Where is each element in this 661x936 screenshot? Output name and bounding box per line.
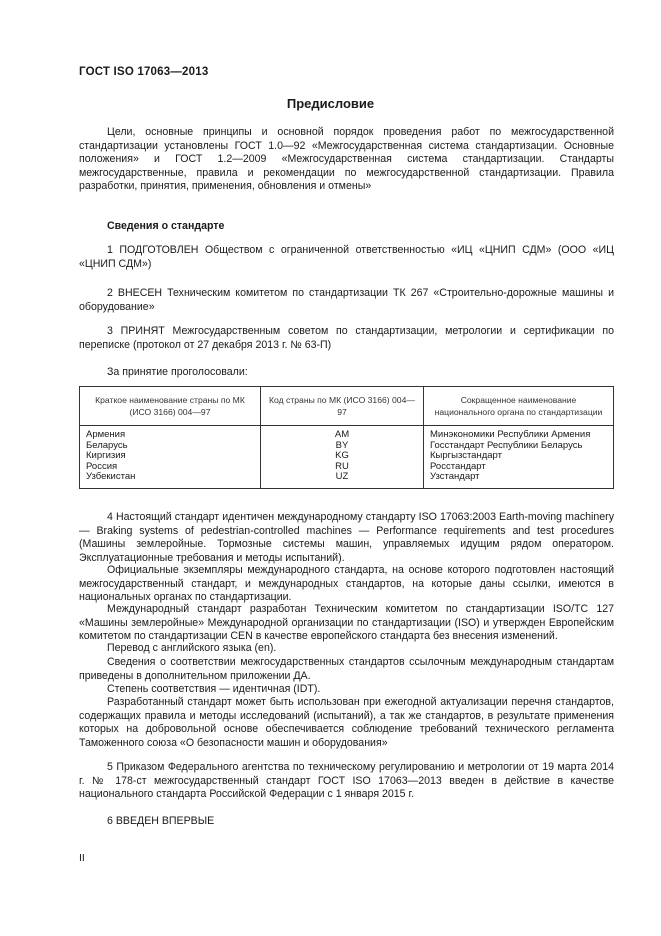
- vote-table-countries: [80, 426, 261, 489]
- table-cell-body: Росстандарт: [430, 460, 486, 472]
- table-cell-body: Минэкономики Республики Армения: [430, 429, 591, 440]
- document-code-header: ГОСТ ISO 17063—2013: [79, 66, 209, 78]
- vote-table-header-row: [80, 387, 614, 426]
- table-cell-country: Беларусь: [86, 439, 128, 451]
- vote-table-header-country: Краткое наименование страны по МК (ИСО 3166) 004—97: [80, 387, 261, 426]
- vote-table: [79, 386, 614, 489]
- item-1-paragraph: 1 ПОДГОТОВЛЕН Обществом с ограниченной ответственностью «ИЦ «ЦНИП СДМ» (ООО «ИЦ «ЦНИП СДМ»): [79, 244, 614, 270]
- table-cell-code: RU: [335, 460, 349, 472]
- item-3-paragraph: 3 ПРИНЯТ Межгосударственным советом по стандартизации, метрологии и сертификации по переписке (протокол от 27 декабря 2013 г. № 63-П): [79, 325, 614, 351]
- item-4-conformity-info: Сведения о соответствии межгосударственных стандартов ссылочным международным стандартам приведены в дополнительном приложении ДА.: [79, 656, 614, 682]
- table-cell-country: Киргизия: [86, 450, 126, 462]
- vote-table-header-body: Сокращенное наименование национального органа по стандартизации: [424, 387, 614, 426]
- page-title: Предисловие: [286, 96, 375, 111]
- item-4-usage: Разработанный стандарт может быть использован при ежегодной актуализации перечня стандартов, содержащих правила и методы исследований (испытаний), а так же стандартов, в результате применения которых на добровольной основе обеспечивается соблюдение требований технического регламента Таможенного союза «О безопасности машин и оборудования»: [79, 696, 614, 749]
- item-4-official-copies: Официальные экземпляры международного стандарта, на основе которого подготовлен настоящий межгосударственный стандарт, и международных стандартов, на которые даны ссылки, имеются в национальных органах по стандартизации.: [79, 564, 614, 603]
- table-cell-code: AM: [334, 429, 350, 440]
- item-4-paragraph: 4 Настоящий стандарт идентичен международному стандарту ISO 17063:2003 Earth-moving machinery — Braking systems of pedestrian-controlled machines — Performance requirements and test procedures (Машины землеройные. Тормозные системы машин, управляемых идущим рядом оператором. Эксплуатационные требования и методы испытаний).: [79, 511, 614, 564]
- table-cell-country: Армения: [86, 429, 126, 440]
- item-6-paragraph: 6 ВВЕДЕН ВПЕРВЫЕ: [107, 815, 215, 827]
- vote-table-header-code: Код страны по МК (ИСО 3166) 004—97: [261, 387, 424, 426]
- table-cell-code: UZ: [335, 471, 349, 483]
- item-4-conformity-degree: Степень соответствия — идентичная (IDT).: [107, 683, 321, 695]
- table-cell-code: KG: [335, 450, 349, 462]
- table-cell-country: Россия: [86, 460, 118, 472]
- item-4-translation: Перевод с английского языка (en).: [107, 642, 277, 654]
- intro-paragraph: Цели, основные принципы и основной порядок проведения работ по межгосударственной стандартизации установлены ГОСТ 1.0—92 «Межгосударственная система стандартизации. Основные положения» и ГОСТ 1.2—2009 «Межгосударственная система стандартизации. Стандарты межгосударственные, правила и рекомендации по межгосударственной стандартизации. Правила разработки, принятия, применения, обновления и отмены»: [79, 126, 614, 192]
- item-5-paragraph: 5 Приказом Федерального агентства по техническому регулированию и метрологии от 19 марта 2014 г. № 178-ст межгосударственный стандарт ГОСТ ISO 17063—2013 введен в действие в качестве национального стандарта Российской Федерации с 1 января 2015 г.: [79, 761, 614, 800]
- voted-label: За принятие проголосовали:: [107, 366, 248, 378]
- table-cell-body: Госстандарт Республики Беларусь: [430, 439, 583, 451]
- table-cell-country: Узбекистан: [86, 471, 136, 483]
- vote-table-codes: [261, 426, 424, 489]
- section-heading: Сведения о стандарте: [107, 220, 225, 232]
- item-4-developer: Международный стандарт разработан Техническим комитетом по стандартизации ISO/TC 127 «Машины землеройные» Международной организации по стандартизации (ISO) и утвержден Европейским комитетом по стандартизации CEN в качестве европейского стандарта без внесения изменений.: [79, 603, 614, 642]
- table-cell-body: Узстандарт: [430, 471, 480, 483]
- vote-table-bodies: [424, 426, 614, 489]
- vote-table-body-row: [80, 426, 614, 489]
- page-number: II: [79, 852, 85, 864]
- item-2-paragraph: 2 ВНЕСЕН Техническим комитетом по стандартизации ТК 267 «Строительно-дорожные машины и оборудование»: [79, 287, 614, 313]
- table-cell-code: BY: [335, 439, 349, 451]
- table-cell-body: Кыргызстандарт: [430, 450, 502, 462]
